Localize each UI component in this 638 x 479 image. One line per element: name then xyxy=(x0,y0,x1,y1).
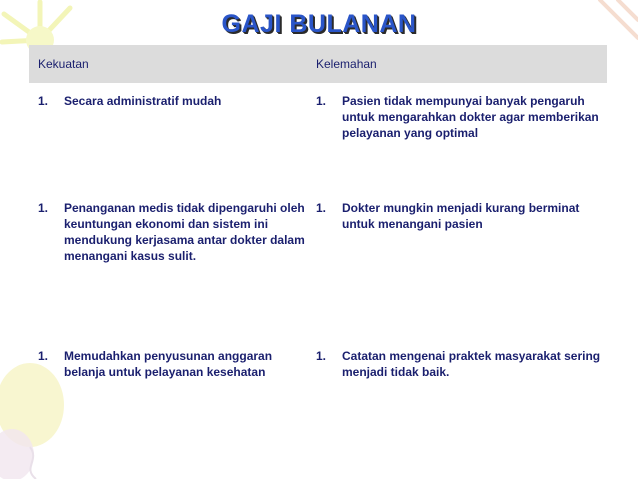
page-title: GAJI BULANAN xyxy=(221,10,417,38)
table-cell xyxy=(29,190,316,338)
table-cell xyxy=(316,83,607,190)
table-header-row xyxy=(29,45,607,83)
table-cell xyxy=(316,190,607,338)
table-row xyxy=(29,83,607,190)
comparison-table xyxy=(29,45,607,428)
cell-text: Pasien tidak mempunyai banyak pengaruh untuk mengarahkan dokter agar memberikan pelayanan yang optimal xyxy=(342,94,599,140)
cell-text: Secara administratif mudah xyxy=(64,94,222,108)
list-number: 1. xyxy=(38,94,49,108)
list-number: 1. xyxy=(38,201,49,215)
table-row xyxy=(29,190,607,338)
list-number: 1. xyxy=(316,349,327,363)
column-header-kekuatan: Kekuatan xyxy=(29,45,316,83)
list-number: 1. xyxy=(38,349,49,363)
list-number: 1. xyxy=(316,201,327,215)
table-cell xyxy=(29,338,316,428)
column-header-kelemahan: Kelemahan xyxy=(316,45,607,83)
table-row xyxy=(29,338,607,428)
table-cell xyxy=(29,83,316,190)
cell-text: Dokter mungkin menjadi kurang berminat untuk menangani pasien xyxy=(342,201,580,231)
table-cell xyxy=(316,338,607,428)
cell-text: Penanganan medis tidak dipengaruhi oleh keuntungan ekonomi dan sistem ini mendukung kerjasama antar dokter dalam menangani kasus sulit. xyxy=(64,201,305,263)
cell-text: Catatan mengenai praktek masyarakat sering menjadi tidak baik. xyxy=(342,349,601,379)
list-number: 1. xyxy=(316,94,327,108)
cell-text: Memudahkan penyusunan anggaran belanja untuk pelayanan kesehatan xyxy=(64,349,273,379)
